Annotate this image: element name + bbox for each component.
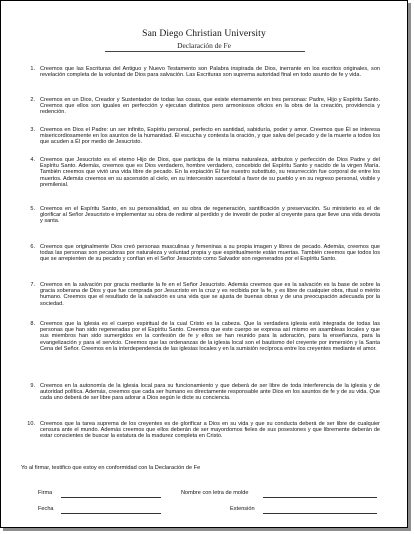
document-subtitle: Declaración de Fe [177, 41, 231, 50]
article-number: 8. [30, 321, 35, 327]
extension-field[interactable] [263, 507, 377, 514]
print-name-field[interactable] [263, 491, 377, 498]
article-number: 3. [30, 127, 35, 133]
article-text: Creemos que originalmente Dios creó personas masculinas y femeninas a su propia imagen y libres de pecado. Además, creemos que todas las personas son pecadoras por naturaleza y voluntad propia y que espiritualmente están muertas. También creemos que todos los que se arrepienten de su pecado y confían en el Señor Jesucristo como Salvador son regenerados por el Espíritu Santo. [40, 244, 380, 263]
article-text: Creemos en el Espíritu Santo, en su personalidad, en su obra de regeneración, santificación y preservación. Su ministerio es el de glorificar al Señor Jesucristo e implementar su obra de redimir al perdido y de investir de poder al creyente para que lleve una vida devota y santa. [40, 206, 380, 225]
article-text: Creemos que la tarea suprema de los creyentes es de glorificar a Dios en su vida y que su conducta deberá de ser libre de cualquier censura ante el mundo. Además creemos que ellos deberán de ser mayordomos fieles de sus posesiones y que libremente deberán de estar conscientes de buscar la estatura de la madurez completa en Cristo. [40, 421, 380, 440]
article-number: 4. [30, 157, 35, 163]
article-text: Creemos en Dios el Padre: un ser infinito, Espíritu personal, perfecto en santidad, sabiduría, poder y amor. Creemos que Él se interesa misericordiosamente en los asuntos de la humanidad. Él escucha y contesta la oración, y que salva del pecado y de la muerte a todos los que acuden a Él por medio de Jesucristo. [40, 127, 380, 146]
article-text: Creemos que Jesucristo es el eterno Hijo de Dios, que participa de la misma naturaleza, atributos y perfección de Dios Padre y del Espíritu Santo. Además, creemos que es Dios verdadero, hombre verdadero, concebido del Espíritu Santo y nacido de la virgen María. También creemos que vivió una vida libre de pecado. En la expiación Él fue nuestro substituto, su resurrección fue corporal de entre los muertos. Además creemos en su ascensión al cielo, en su intercesión sacerdotal a favor de su pueblo y en su regreso personal, visible y premilenial. [40, 157, 380, 188]
date-field[interactable] [61, 507, 161, 514]
date-label: Fecha [38, 506, 54, 512]
document-title: San Diego Christian University [142, 28, 266, 39]
article-text: Creemos en la autonomía de la iglesia local para su funcionamiento y que deberá de ser libre de toda interferencia de la iglesia y de autoridad política. Además, creemos que cada ser humano es directamente responsable ante Dios en los asuntos de fe y de su vida. Que cada uno deberá de ser libre para adorar a Dios según le dicte su conciencia. [40, 383, 380, 402]
article-number: 2. [30, 97, 35, 103]
extension-label: Extensión [230, 506, 255, 512]
signature-field[interactable] [61, 491, 161, 498]
article-number: 7. [30, 282, 35, 288]
print-name-label: Nombre con letra de molde [181, 490, 249, 496]
article-number: 1. [30, 66, 35, 72]
article-text: Creemos en la salvación por gracia mediante la fe en el Señor Jesucristo. Además creemos que es la salvación es la base de sobre la gracia soberana de Dios y que fue comprada por Jesucristo en la cruz y es recibida por la fe, y es libre de cualquier obra, ritual o mérito humano. Creemos que el resultado de la salvación es una vida que se ajusta de buenas obras y de una preocupación adecuada por la sociedad. [40, 282, 380, 307]
article-number: 9. [30, 383, 35, 389]
article-number: 10. [27, 421, 35, 427]
article-text: Creemos en un Dios, Creador y Sustentador de todas las cosas, que existe eternamente en tres personas: Padre, Hijo y Espíritu Santo. Creemos que ellos son iguales en perfección y ejecutan distintos pero armoniosos oficios en la obra de la creación, providencia y redención. [40, 97, 380, 116]
article-text: Creemos que las Escrituras del Antiguo y Nuevo Testamento son Palabra inspirada de Dios, inerrante en los escritos originales, son revelación completa de la voluntad de Dios para salvación. Las Escrituras son suprema autoridad final en todo asunto de fe y vida. [40, 66, 380, 79]
article-text: Creemos que la iglesia es el cuerpo espiritual de la cual Cristo es la cabeza. Que la verdadera iglesia está integrada de todas las personas que han sido regeneradas por el Espíritu Santo. Creemos que este cuerpo se expresa así mismo en asambleas locales y que sus miembros han sido sumergidos en la confesión de fe y ellos se han reunido para la adoración, para la enseñanza, para la evangelización y para el servicio. Creemos que las ordenanzas de la iglesia local son el bautismo del creyente por inmersión y la Santa Cena del Señor. Creemos en la interdependencia de las iglesias locales y en la sumisión recíproca entre los creyentes mediante el amor. [40, 321, 380, 352]
article-number: 5. [30, 206, 35, 212]
article-number: 6. [30, 244, 35, 250]
closing-statement: Yo al firmar, testifico que estoy en conformidad con la Declaración de Fe [21, 465, 201, 471]
title-divider [105, 51, 305, 52]
signature-label: Firma [38, 490, 53, 496]
